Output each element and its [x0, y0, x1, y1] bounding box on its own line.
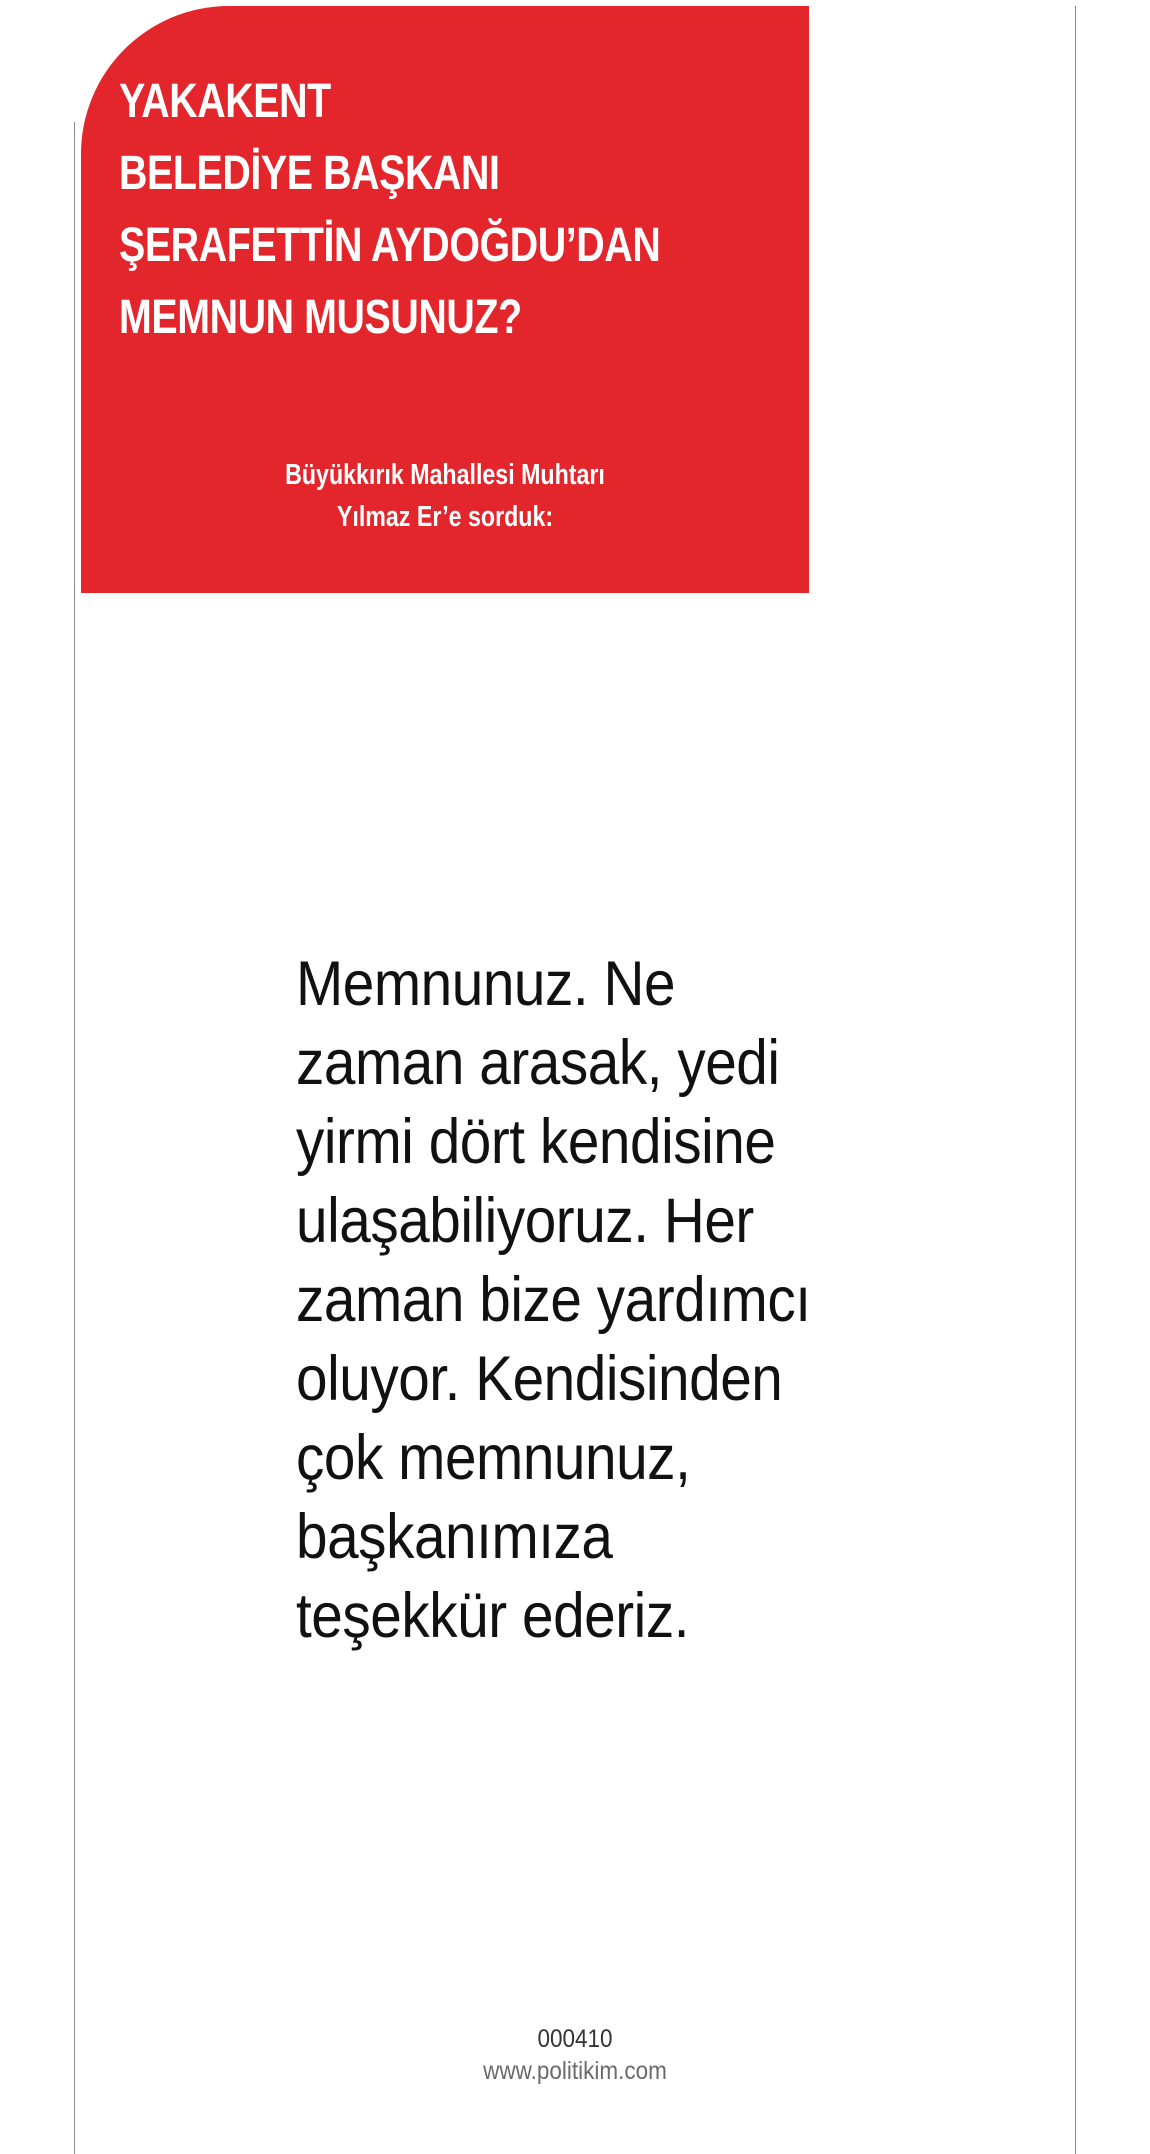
- left-margin-rule: [74, 122, 75, 2154]
- quote-line: zaman arasak, yedi: [296, 1028, 780, 1098]
- website-link[interactable]: www.politikim.com: [483, 2057, 667, 2085]
- quote-line: teşekkür ederiz.: [296, 1581, 690, 1651]
- quote-line: zaman bize yardımcı: [296, 1265, 811, 1335]
- title-line: YAKAKENT: [119, 75, 331, 128]
- footer: [375, 2023, 775, 2087]
- subtitle: [81, 454, 809, 538]
- quote-line: başkanımıza: [296, 1502, 613, 1572]
- right-margin-rule: [1075, 6, 1076, 2154]
- title-line: BELEDİYE BAŞKANI: [119, 147, 500, 200]
- quote-line: ulaşabiliyoruz. Her: [296, 1186, 754, 1256]
- title-line: ŞERAFETTİN AYDOĞDU’DAN: [119, 219, 661, 272]
- subtitle-line: Yılmaz Er’e sorduk:: [336, 501, 554, 533]
- quote-line: oluyor. Kendisinden: [296, 1344, 783, 1414]
- quote-line: çok memnunuz,: [296, 1423, 691, 1493]
- quote-text: [296, 945, 811, 1656]
- document-code: 000410: [537, 2025, 613, 2053]
- subtitle-line: Büyükkırık Mahallesi Muhtarı: [285, 459, 605, 491]
- page-title: [119, 66, 660, 354]
- quote-line: yirmi dört kendisine: [296, 1107, 776, 1177]
- quote-line: Memnunuz. Ne: [296, 949, 676, 1019]
- title-line: MEMNUN MUSUNUZ?: [119, 291, 522, 344]
